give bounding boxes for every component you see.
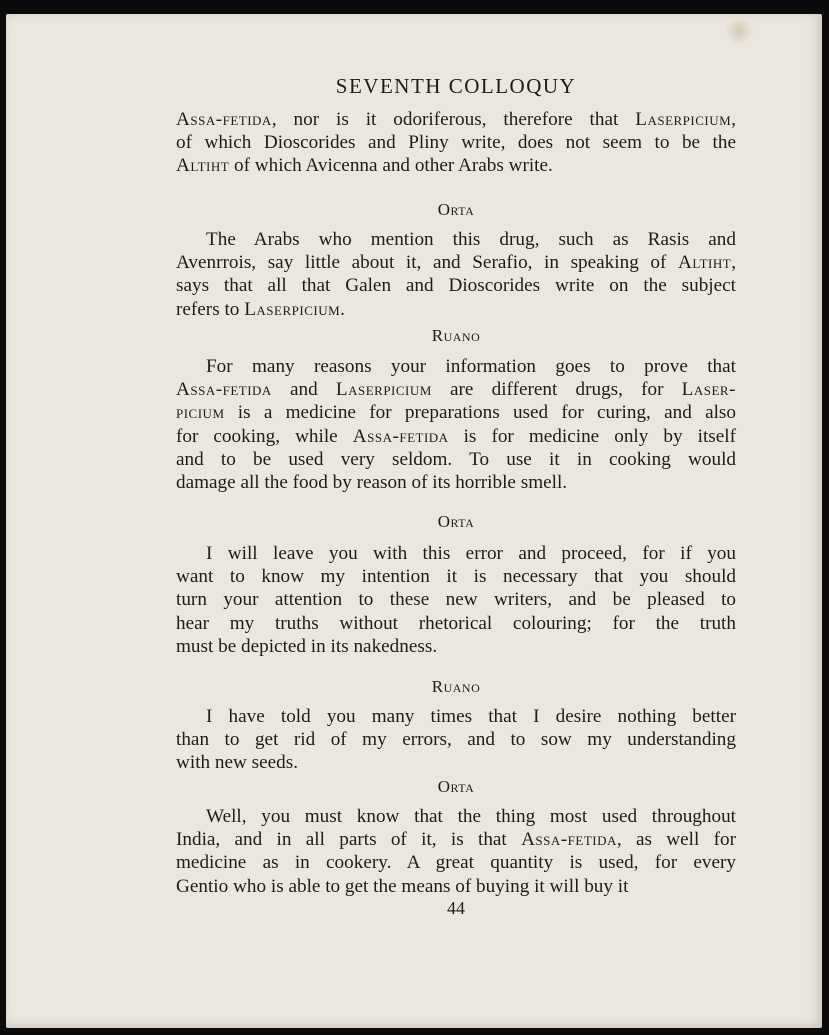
text-line	[176, 298, 736, 321]
text-run: refers to	[176, 298, 245, 320]
speaker-label: Ruano	[431, 326, 481, 345]
text-line	[176, 588, 736, 611]
text-run: turn your attention to these new writers, and be pleased to	[176, 589, 736, 611]
small-caps-term: Assa-fetida	[521, 829, 617, 851]
speaker-label: Orta	[437, 200, 475, 219]
text-run: for cooking, while	[176, 425, 353, 447]
text-run: Gentio who is able to get the means of buying it will buy it	[176, 875, 629, 897]
text-line	[176, 705, 736, 728]
text-line	[176, 274, 736, 297]
small-caps-term: Altiht	[677, 252, 732, 274]
text-line	[176, 448, 736, 471]
text-run: than to get rid of my errors, and to sow my understanding	[176, 729, 736, 751]
text-run: medicine as in cookery. A great quantity is used, for every	[176, 852, 736, 874]
text-line	[176, 131, 736, 154]
text-run: ,	[731, 109, 736, 130]
paragraph	[176, 355, 736, 494]
small-caps-term: Laserpicium	[335, 379, 432, 401]
text-run: The Arabs who mention this drug, such as Rasis and	[206, 229, 736, 250]
paragraph	[176, 705, 736, 775]
paragraph	[176, 108, 736, 178]
text-line	[176, 828, 736, 851]
text-run: is for medicine only by itself	[448, 425, 736, 447]
small-caps-term: Assa-fetida	[176, 379, 272, 401]
small-caps-term: Laserpicium	[635, 109, 732, 130]
small-caps-term: Altiht	[176, 155, 230, 177]
text-run: I have told you many times that I desire nothing better	[206, 706, 736, 727]
text-line	[176, 154, 736, 177]
text-run: Well, you must know that the thing most used throughout	[206, 806, 736, 827]
text-run: I will leave you with this error and proceed, for if you	[206, 543, 736, 564]
text-run: and	[271, 379, 336, 401]
text-run: India, and in all parts of it, is that	[176, 829, 522, 851]
text-line	[176, 612, 736, 635]
text-line	[176, 251, 736, 274]
text-line	[176, 875, 736, 898]
text-line	[176, 851, 736, 874]
text-run: hear my truths without rhetorical colouring; for the truth	[176, 612, 736, 634]
text-line	[176, 635, 736, 658]
text-line	[176, 542, 736, 565]
text-line	[176, 805, 736, 828]
paragraph	[176, 228, 736, 321]
text-run: want to know my intention it is necessary that you should	[176, 566, 736, 588]
text-run: , as well for	[616, 829, 736, 851]
small-caps-term: Assa-fetida	[352, 425, 449, 447]
small-caps-term: picium	[176, 402, 225, 424]
text-line	[176, 108, 736, 131]
text-line	[176, 401, 736, 424]
text-line	[176, 728, 736, 751]
text-run: of which Dioscorides and Pliny write, does not seem to be the	[176, 132, 736, 154]
running-header: SEVENTH COLLOQUY	[335, 74, 577, 98]
text-line	[176, 425, 736, 448]
text-run: .	[340, 298, 345, 320]
page-stain	[724, 18, 754, 44]
text-run: are different drugs, for	[431, 379, 682, 401]
text-run: and to be used very seldom. To use it in cooking would	[176, 448, 736, 470]
text-line	[176, 355, 736, 378]
speaker-label: Ruano	[431, 677, 481, 696]
speaker-label: Orta	[437, 777, 475, 796]
text-run: must be depicted in its nakedness.	[176, 635, 438, 657]
text-line	[176, 378, 736, 401]
text-run: of which Avicenna and other Arabs write.	[229, 155, 553, 177]
text-run: , nor is it odoriferous, therefore that	[271, 109, 636, 130]
paragraph	[176, 805, 736, 898]
text-line	[176, 471, 736, 494]
small-caps-term: Assa-fetida	[176, 109, 272, 130]
text-run: says that all that Galen and Dioscorides write on the subject	[176, 275, 736, 297]
text-run: damage all the food by reason of its horrible smell.	[176, 472, 568, 494]
text-line	[176, 751, 736, 774]
text-run: ,	[731, 252, 736, 274]
speaker-label: Orta	[437, 512, 475, 531]
text-run: For many reasons your information goes to prove that	[206, 356, 736, 377]
page-number: 44	[447, 898, 465, 918]
paragraph	[176, 542, 736, 658]
small-caps-term: Laser-	[681, 379, 736, 401]
text-run: is a medicine for preparations used for curing, and also	[224, 402, 736, 424]
text-line	[176, 228, 736, 251]
text-run: with new seeds.	[176, 752, 299, 774]
text-run: Avenrrois, say little about it, and Serafio, in speaking of	[176, 252, 678, 274]
small-caps-term: Laserpicium	[244, 298, 341, 320]
text-line	[176, 565, 736, 588]
